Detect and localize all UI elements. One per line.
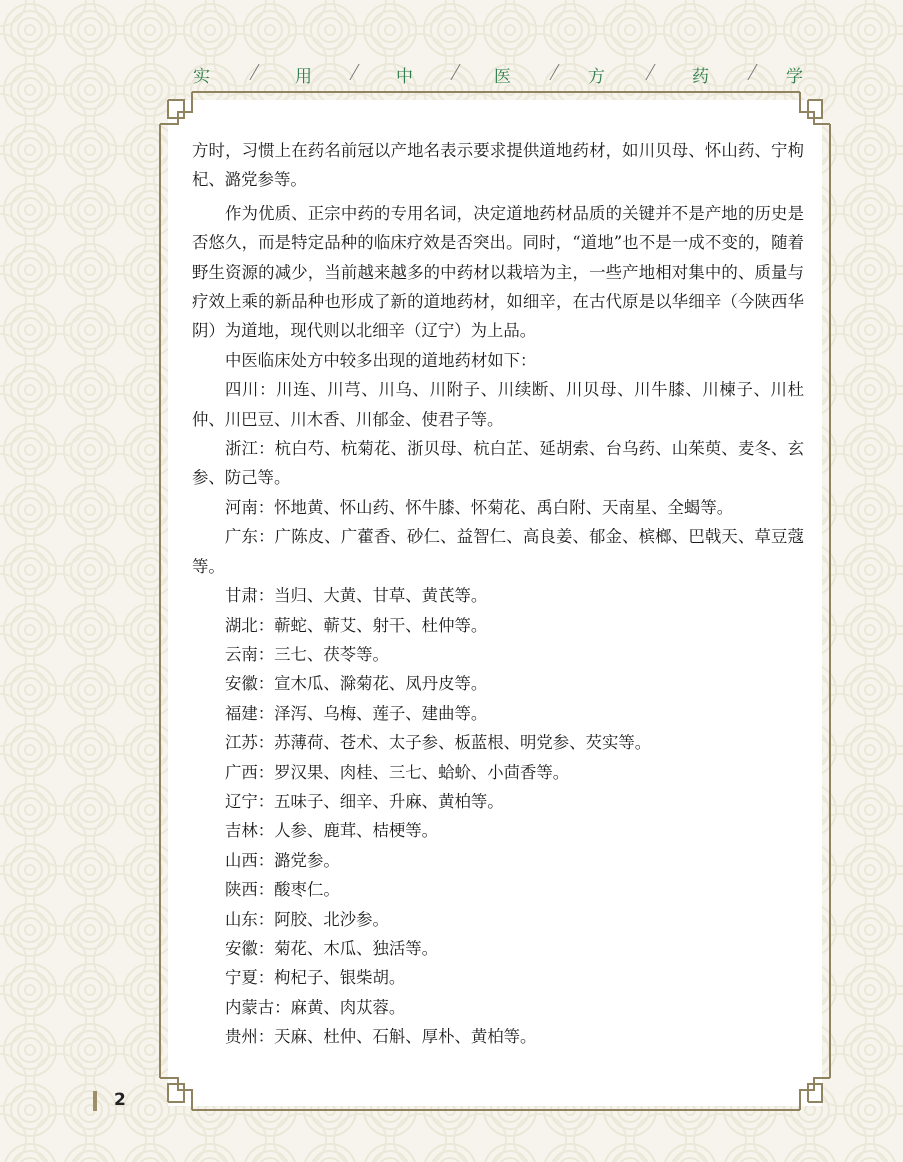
region-item: 福建：泽泻、乌梅、莲子、建曲等。 [225,703,488,723]
header-separator [747,64,757,80]
body-text [192,136,804,1052]
region-item: 浙江：杭白芍、杭菊花、浙贝母、杭白芷、延胡索、台乌药、山茱萸、麦冬、玄参、防己等。 [192,439,804,488]
header-separator [249,64,259,80]
paragraph: 方时，习惯上在药名前冠以产地名表示要求提供道地药材，如川贝母、怀山药、宁枸杞、潞党参等。 [192,141,804,190]
page-number-marker [93,1091,97,1111]
region-item: 内蒙古：麻黄、肉苁蓉。 [225,997,406,1017]
header-char: 医 [494,67,511,87]
header-char: 学 [786,67,803,87]
region-item: 山东：阿胶、北沙参。 [225,909,389,929]
header-char: 方 [588,67,605,87]
header-char: 中 [396,67,413,87]
region-item: 安徽：菊花、木瓜、独活等。 [225,938,439,958]
region-item: 广东：广陈皮、广藿香、砂仁、益智仁、高良姜、郁金、槟榔、巴戟天、草豆蔻等。 [192,527,804,576]
header-separator [349,64,359,80]
region-item: 辽宁：五味子、细辛、升麻、黄柏等。 [225,791,504,811]
header-char: 实 [193,67,210,87]
page-number: 2 [114,1090,126,1110]
running-header [160,58,810,88]
header-char: 药 [692,67,709,87]
region-item: 吉林：人参、鹿茸、桔梗等。 [225,821,439,841]
region-item: 贵州：天麻、杜仲、石斛、厚朴、黄柏等。 [225,1027,537,1047]
header-separator [450,64,460,80]
region-item: 宁夏：枸杞子、银柴胡。 [225,968,406,988]
region-item: 四川：川连、川芎、川乌、川附子、川续断、川贝母、川牛膝、川楝子、川杜仲、川巴豆、川木香、川郁金、使君子等。 [192,380,804,429]
region-item: 江苏：苏薄荷、苍术、太子参、板蓝根、明党参、芡实等。 [225,733,652,753]
header-separator [549,64,559,80]
region-item: 安徽：宣木瓜、滁菊花、凤丹皮等。 [225,674,488,694]
header-char: 用 [295,67,312,87]
paragraph: 中医临床处方中较多出现的道地药材如下： [225,350,537,370]
region-item: 山西：潞党参。 [225,850,340,870]
region-item: 甘肃：当归、大黄、甘草、黄芪等。 [225,586,488,606]
region-item: 广西：罗汉果、肉桂、三七、蛤蚧、小茴香等。 [225,762,570,782]
region-item: 河南：怀地黄、怀山药、怀牛膝、怀菊花、禹白附、天南星、全蝎等。 [225,497,734,517]
region-item: 云南：三七、茯苓等。 [225,644,389,664]
region-item: 陕西：酸枣仁。 [225,880,340,900]
paragraph: 作为优质、正宗中药的专用名词，决定道地药材品质的关键并不是产地的历史是否悠久，而是特定品种的临床疗效是否突出。同时，“道地”也不是一成不变的，随着野生资源的减少，当前越来越多的中药材以栽培为主，一些产地相对集中的、质量与疗效上乘的新品种也形成了新的道地药材，如细辛，在古代原是以华细辛（今陕西华阴）为道地，现代则以北细辛（辽宁）为上品。 [192,203,804,341]
region-item: 湖北：蕲蛇、蕲艾、射干、杜仲等。 [225,615,488,635]
header-separator [645,64,655,80]
